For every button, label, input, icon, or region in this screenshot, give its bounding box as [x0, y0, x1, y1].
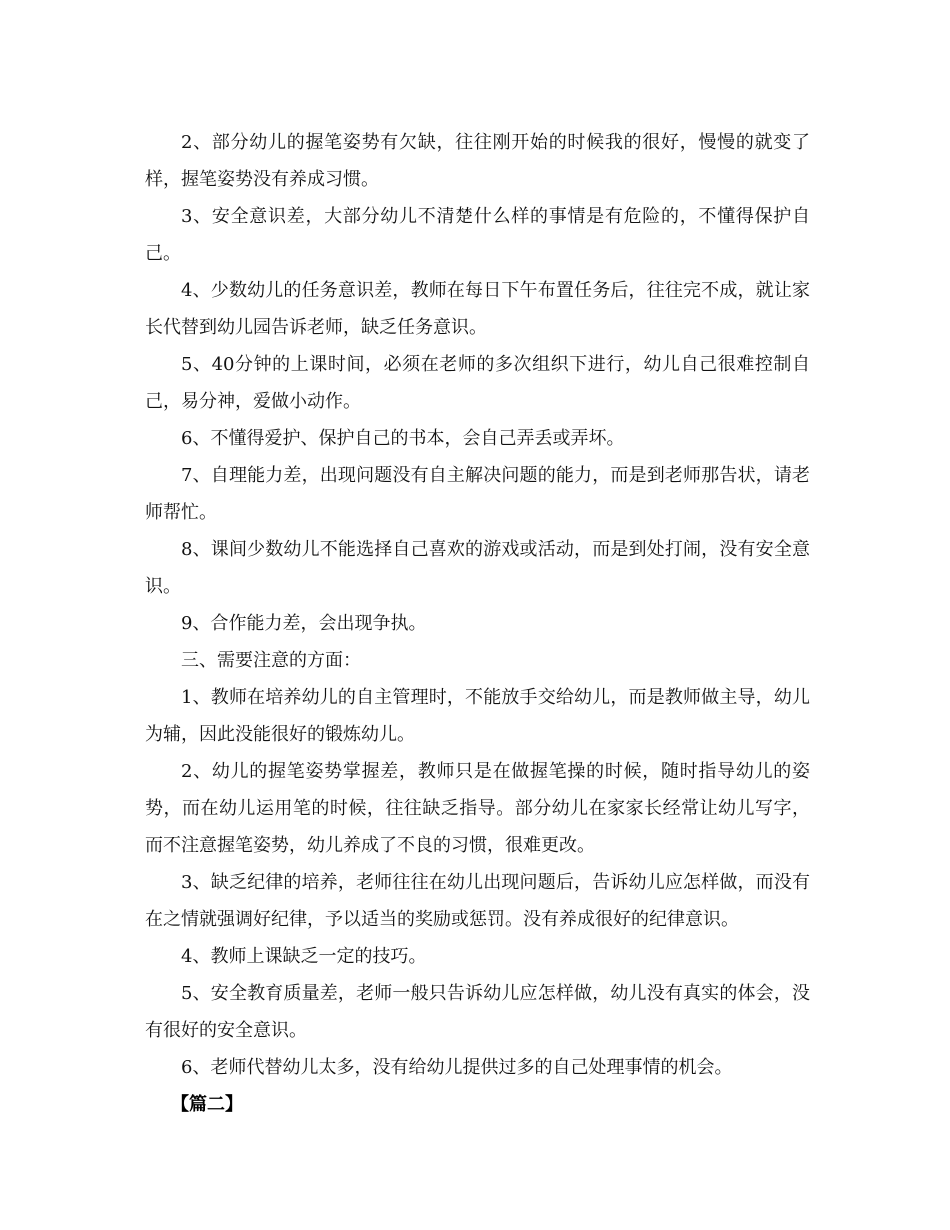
paragraph-14: 6、老师代替幼儿太多，没有给幼儿提供过多的自己处理事情的机会。 — [181, 1057, 733, 1078]
paragraph-12: 4、教师上课缺乏一定的技巧。 — [181, 946, 427, 967]
paragraph-9: 1、教师在培养幼儿的自主管理时，不能放手交给幼儿，而是教师做主导，幼儿为辅，因此没能很好的锻炼幼儿。 — [145, 687, 810, 745]
paragraph-6: 7、自理能力差，出现问题没有自主解决问题的能力，而是到老师那告状，请老师帮忙。 — [145, 465, 810, 523]
paragraph-5: 6、不懂得爱护、保护自己的书本，会自己弄丢或弄坏。 — [181, 428, 625, 449]
paragraph-13: 5、安全教育质量差，老师一般只告诉幼儿应怎样做，幼儿没有真实的体会，没有很好的安全意识。 — [145, 983, 810, 1041]
paragraph-3: 4、少数幼儿的任务意识差，教师在每日下午布置任务后，往往完不成，就让家长代替到幼儿园告诉老师，缺乏任务意识。 — [145, 280, 810, 338]
subsection-heading: 三、需要注意的方面： — [181, 650, 361, 671]
paragraph-11: 3、缺乏纪律的培养，老师往往在幼儿出现问题后，告诉幼儿应怎样做，而没有在之情就强调好纪律，予以适当的奖励或惩罚。没有养成很好的纪律意识。 — [145, 872, 810, 930]
paragraph-4: 5、40分钟的上课时间，必须在老师的多次组织下进行，幼儿自己很难控制自己，易分神，爱做小动作。 — [145, 354, 810, 412]
paragraph-2: 3、安全意识差，大部分幼儿不清楚什么样的事情是有危险的，不懂得保护自己。 — [145, 206, 810, 264]
paragraph-10: 2、幼儿的握笔姿势掌握差，教师只是在做握笔操的时候，随时指导幼儿的姿势，而在幼儿运用笔的时候，往往缺乏指导。部分幼儿在家家长经常让幼儿写字，而不注意握笔姿势，幼儿养成了不良的习惯，很难更改。 — [145, 761, 810, 856]
paragraph-8: 9、合作能力差，会出现争执。 — [181, 613, 427, 634]
paragraph-1: 2、部分幼儿的握笔姿势有欠缺，往往刚开始的时候我的很好，慢慢的就变了样，握笔姿势没有养成习惯。 — [145, 132, 810, 190]
document-body — [145, 124, 810, 1123]
paragraph-7: 8、课间少数幼儿不能选择自己喜欢的游戏或活动，而是到处打闹，没有安全意识。 — [145, 539, 810, 597]
section-heading: 【篇二】 — [171, 1094, 243, 1115]
